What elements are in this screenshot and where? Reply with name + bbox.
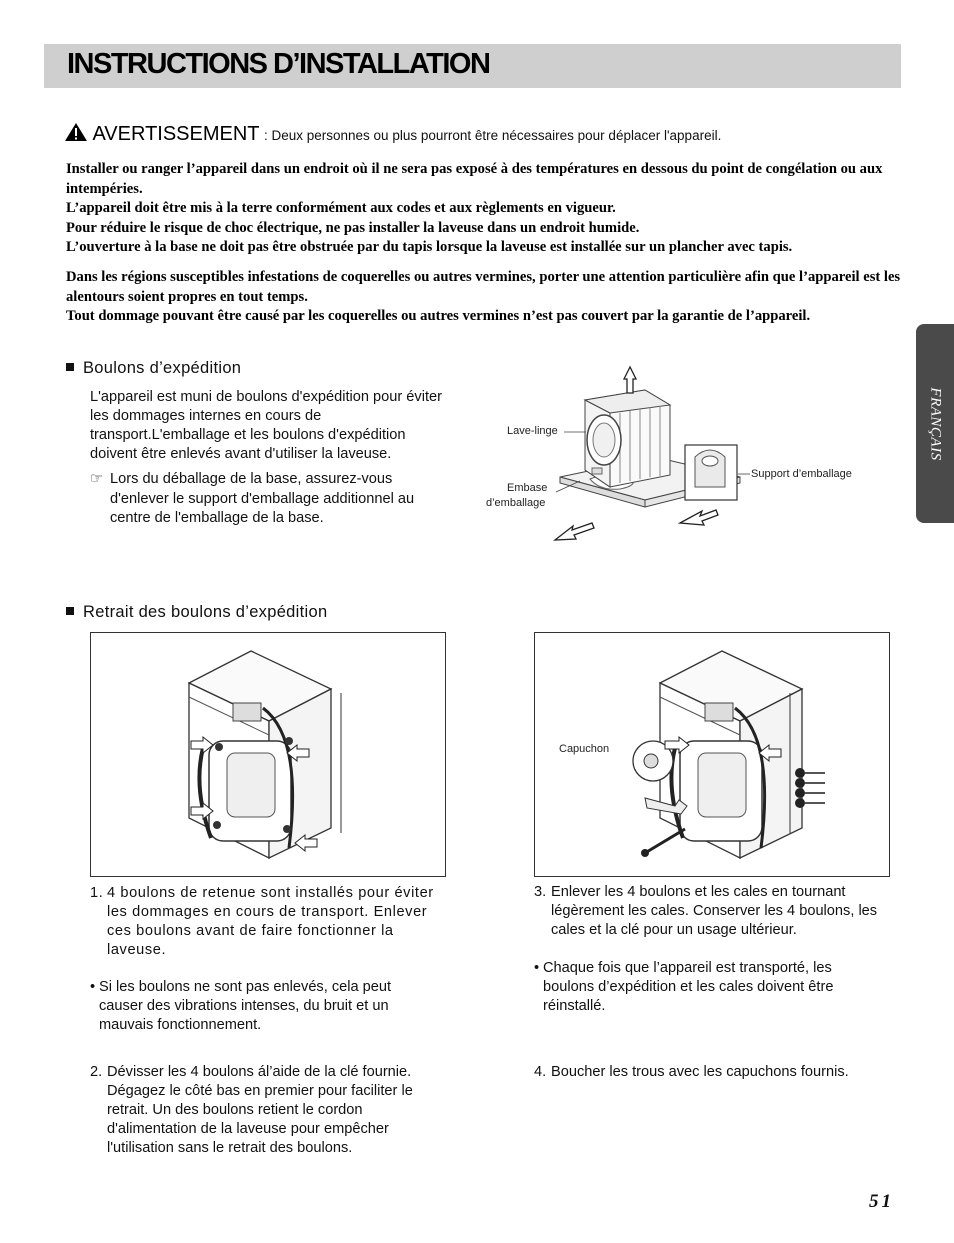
washer-back-illustration [91, 633, 445, 876]
bullet-1: • Si les boulons ne sont pas enlevés, cela peut causer des vibrations intenses, du bruit et un mauvais fonctionnement. [90, 979, 392, 1033]
warning-paragraph: Pour réduire le risque de choc électrique, ne pas installer la laveuse dans un endroit humide. [66, 219, 640, 236]
support-label: Support d’emballage [751, 468, 852, 480]
language-tab [916, 324, 954, 523]
step-2-number: 2. [90, 1064, 103, 1080]
warning-word: AVERTISSEMENT [92, 123, 260, 145]
step-1-number: 1. [90, 885, 104, 901]
bullet-square-icon [66, 363, 74, 371]
page-number: 51 [869, 1191, 894, 1212]
step-4: 4. Boucher les trous avec les capuchons fournis. [534, 1064, 849, 1080]
warning-paragraph: Dans les régions susceptibles infestations de coquerelles ou autres vermines, porter une attention particulière afin que l’appareil est les alentours soient propres en tout temps. [66, 269, 901, 305]
warning-paragraph: L’appareil doit être mis à la terre conformément aux codes et aux règlements en vigueur. [66, 200, 616, 217]
base-label-line2: d’emballage [486, 497, 546, 509]
bolt-location-figure [90, 632, 446, 877]
warning-paragraph: L’ouverture à la base ne doit pas être obstruée par du tapis lorsque la laveuse est installée sur un plancher avec tapis. [66, 239, 793, 256]
section-heading-bolt-removal: Retrait des boulons d’expédition [66, 603, 327, 622]
cap-label: Capuchon [559, 743, 610, 755]
base-label-line1: Embase [507, 482, 548, 494]
washer-on-base-figure [480, 365, 880, 545]
warning-icon [64, 122, 88, 142]
step-3: 3. Enlever les 4 boulons et les cales en tournant légèrement les cales. Conserver les 4 boulons, les cales et la clé pour un usage ultérieur. [534, 884, 878, 938]
warning-line [64, 122, 721, 146]
installation-warnings [66, 160, 896, 258]
bolt-removal-figure [534, 632, 890, 877]
unpacking-note: ☞ Lors du déballage de la base, assurez-vous d'enlever le support d'emballage additionnel au centre de l'emballage de la base. [90, 471, 415, 526]
warning-paragraph: Installer ou ranger l’appareil dans un endroit où il ne sera pas exposé à des températures en dessous du point de congélation ou aux intempéries. [66, 161, 883, 197]
step-2: 2. Dévisser les 4 boulons ál’aide de la clé fournie. Dégagez le côté bas en premier pour faciliter le retrait. Un des boulons retient le cordon d'alimentation de la laveuse pour empêcher l'utilisation sans le retrait des boulons. [90, 1064, 413, 1156]
language-tab-label: FRANÇAIS [927, 386, 944, 461]
page-title: INSTRUCTIONS D’INSTALLATION [67, 48, 490, 80]
step-3-number: 3. [534, 884, 547, 900]
shipping-bolts-body: L'appareil est muni de boulons d'expédition pour éviter les dommages internes en cours de transport.L'emballage et les boulons d'expédition doivent être enlevés avant d'utiliser la laveuse. [90, 389, 442, 462]
washer-label: Lave-linge [507, 425, 558, 437]
step-4-number: 4. [534, 1064, 547, 1080]
bullet-dot: • [90, 979, 96, 995]
bullet-dot: • [534, 960, 540, 976]
bullet-2: • Chaque fois que l’appareil est transporté, les boulons d’expédition et les cales doivent être réinstallé. [534, 960, 834, 1014]
bullet-square-icon [66, 607, 74, 615]
vermin-warnings [66, 268, 901, 327]
warning-text: : Deux personnes ou plus pourront être nécessaires pour déplacer l'appareil. [263, 128, 722, 143]
section-heading-shipping-bolts: Boulons d’expédition [66, 359, 241, 378]
step-1: 1. 4 boulons de retenue sont installés pour éviter les dommages en cours de transport. Enlever ces boulons avant de faire fonctionner la laveuse. [90, 885, 434, 958]
pointing-hand-icon: ☞ [90, 471, 104, 487]
warning-paragraph: Tout dommage pouvant être causé par les coquerelles ou autres vermines n’est pas couvert par la garantie de l’appareil. [66, 308, 811, 325]
